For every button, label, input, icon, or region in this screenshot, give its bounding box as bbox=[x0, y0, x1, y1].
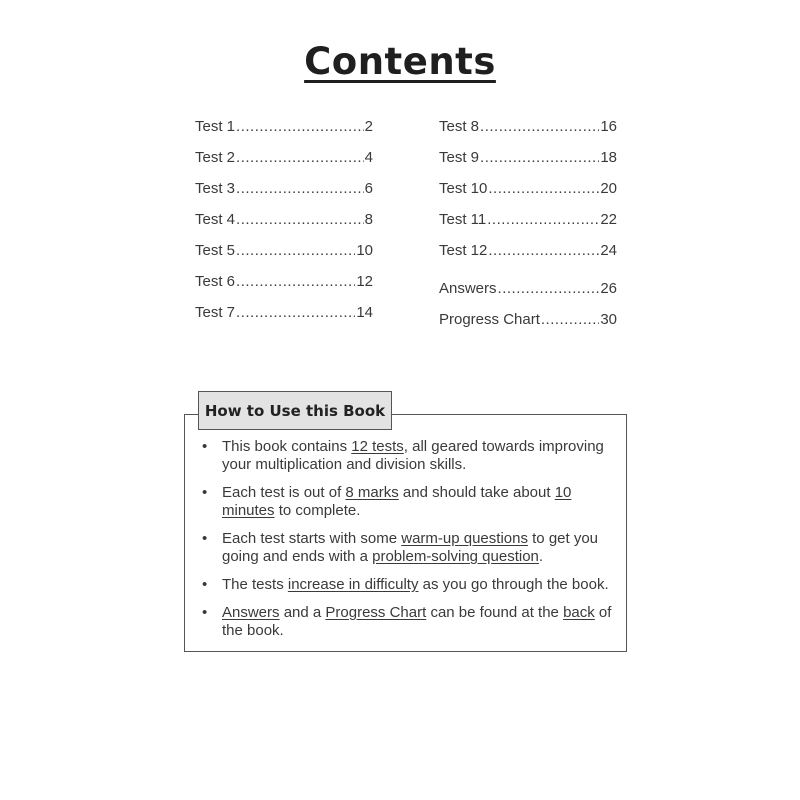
bullet-icon: • bbox=[202, 484, 208, 501]
item-text: of the book. bbox=[222, 604, 612, 639]
toc-entry bbox=[439, 118, 617, 149]
item-text: , all geared towards improving your multiplication and division skills. bbox=[222, 438, 604, 473]
toc-entry-page: 10 bbox=[356, 242, 373, 259]
toc-entry-label: Answers bbox=[439, 280, 497, 297]
toc-entry bbox=[195, 118, 373, 149]
toc-entry bbox=[439, 180, 617, 211]
item-text: to get you going and ends with a bbox=[222, 530, 599, 565]
how-to-item bbox=[200, 604, 620, 640]
how-to-use-heading: How to Use this Book bbox=[198, 391, 392, 430]
toc-entry-label: Test 9 bbox=[439, 149, 480, 166]
bullet-icon: • bbox=[202, 604, 208, 621]
item-text: and should take about bbox=[398, 484, 555, 501]
toc-leader-dots bbox=[541, 311, 599, 328]
toc-entry-page: 30 bbox=[600, 311, 617, 328]
how-to-item bbox=[200, 530, 620, 566]
toc-entry-label: Test 1 bbox=[195, 118, 236, 135]
toc-leader-dots bbox=[487, 211, 599, 228]
toc-entry-page: 26 bbox=[600, 280, 617, 297]
toc-entry-label: Test 5 bbox=[195, 242, 236, 259]
toc-entry-page: 22 bbox=[600, 211, 617, 228]
item-text: This book contains bbox=[222, 438, 352, 455]
underlined-term: 8 marks bbox=[345, 484, 399, 501]
toc-entry bbox=[195, 211, 373, 242]
toc-right-column bbox=[439, 118, 617, 342]
toc-entry bbox=[439, 211, 617, 242]
toc-entry bbox=[195, 149, 373, 180]
item-text: The tests bbox=[222, 576, 288, 593]
underlined-term: back bbox=[563, 604, 595, 621]
toc-entry bbox=[439, 280, 617, 311]
underlined-term: 12 tests bbox=[351, 438, 404, 455]
toc-leader-dots bbox=[236, 149, 364, 166]
underlined-term: Progress Chart bbox=[325, 604, 427, 621]
toc-spacer bbox=[439, 273, 617, 280]
toc-leader-dots bbox=[236, 304, 355, 321]
toc-leader-dots bbox=[498, 280, 600, 297]
toc-entry-page: 20 bbox=[600, 180, 617, 197]
how-to-item bbox=[200, 576, 620, 594]
toc-entry bbox=[195, 304, 373, 335]
toc-entry-page: 4 bbox=[364, 149, 373, 166]
bullet-icon: • bbox=[202, 576, 208, 593]
item-text: can be found at the bbox=[426, 604, 564, 621]
toc-entry bbox=[195, 180, 373, 211]
toc-entry bbox=[439, 311, 617, 342]
toc-entry-page: 16 bbox=[600, 118, 617, 135]
toc-leader-dots bbox=[236, 242, 355, 259]
toc-entry-label: Test 11 bbox=[439, 211, 487, 228]
how-to-item bbox=[200, 484, 620, 520]
toc-entry-page: 18 bbox=[600, 149, 617, 166]
page-title bbox=[0, 40, 800, 83]
item-text: to complete. bbox=[274, 502, 361, 519]
bullet-icon: • bbox=[202, 438, 208, 455]
toc-entry-page: 8 bbox=[364, 211, 373, 228]
toc-leader-dots bbox=[236, 118, 364, 135]
toc-entry-label: Test 6 bbox=[195, 273, 236, 290]
toc-entry-label: Test 7 bbox=[195, 304, 236, 321]
toc-entry-label: Test 12 bbox=[439, 242, 488, 259]
toc-entry-page: 2 bbox=[364, 118, 373, 135]
underlined-term: problem-solving question bbox=[372, 548, 539, 565]
underlined-term: Answers bbox=[222, 604, 280, 621]
toc-entry bbox=[439, 242, 617, 273]
toc-entry-page: 24 bbox=[600, 242, 617, 259]
toc-left-column bbox=[195, 118, 373, 335]
underlined-term: increase in difficulty bbox=[287, 576, 419, 593]
toc-entry-label: Progress Chart bbox=[439, 311, 540, 328]
item-text: Each test starts with some bbox=[222, 530, 402, 547]
toc-entry-label: Test 2 bbox=[195, 149, 236, 166]
toc-leader-dots bbox=[236, 211, 364, 228]
how-to-use-list bbox=[200, 438, 620, 650]
toc-entry-label: Test 4 bbox=[195, 211, 236, 228]
toc-entry-page: 12 bbox=[356, 273, 373, 290]
toc-entry bbox=[439, 149, 617, 180]
item-text: and a bbox=[279, 604, 326, 621]
item-text: . bbox=[538, 548, 544, 565]
underlined-term: 10 minutes bbox=[222, 484, 572, 519]
toc-entry-label: Test 3 bbox=[195, 180, 236, 197]
toc-leader-dots bbox=[236, 273, 355, 290]
toc-entry-page: 6 bbox=[364, 180, 373, 197]
underlined-term: warm-up questions bbox=[401, 530, 528, 547]
toc-leader-dots bbox=[236, 180, 364, 197]
toc-entry bbox=[195, 242, 373, 273]
toc-leader-dots bbox=[488, 242, 599, 259]
bullet-icon: • bbox=[202, 530, 208, 547]
item-text: Each test is out of bbox=[222, 484, 346, 501]
toc-leader-dots bbox=[488, 180, 599, 197]
item-text: as you go through the book. bbox=[418, 576, 609, 593]
how-to-item bbox=[200, 438, 620, 474]
toc-leader-dots bbox=[480, 118, 599, 135]
toc-entry-label: Test 10 bbox=[439, 180, 488, 197]
toc-entry-label: Test 8 bbox=[439, 118, 480, 135]
page-title-text: Contents bbox=[304, 40, 496, 83]
toc-entry bbox=[195, 273, 373, 304]
toc-entry-page: 14 bbox=[356, 304, 373, 321]
toc-leader-dots bbox=[480, 149, 599, 166]
